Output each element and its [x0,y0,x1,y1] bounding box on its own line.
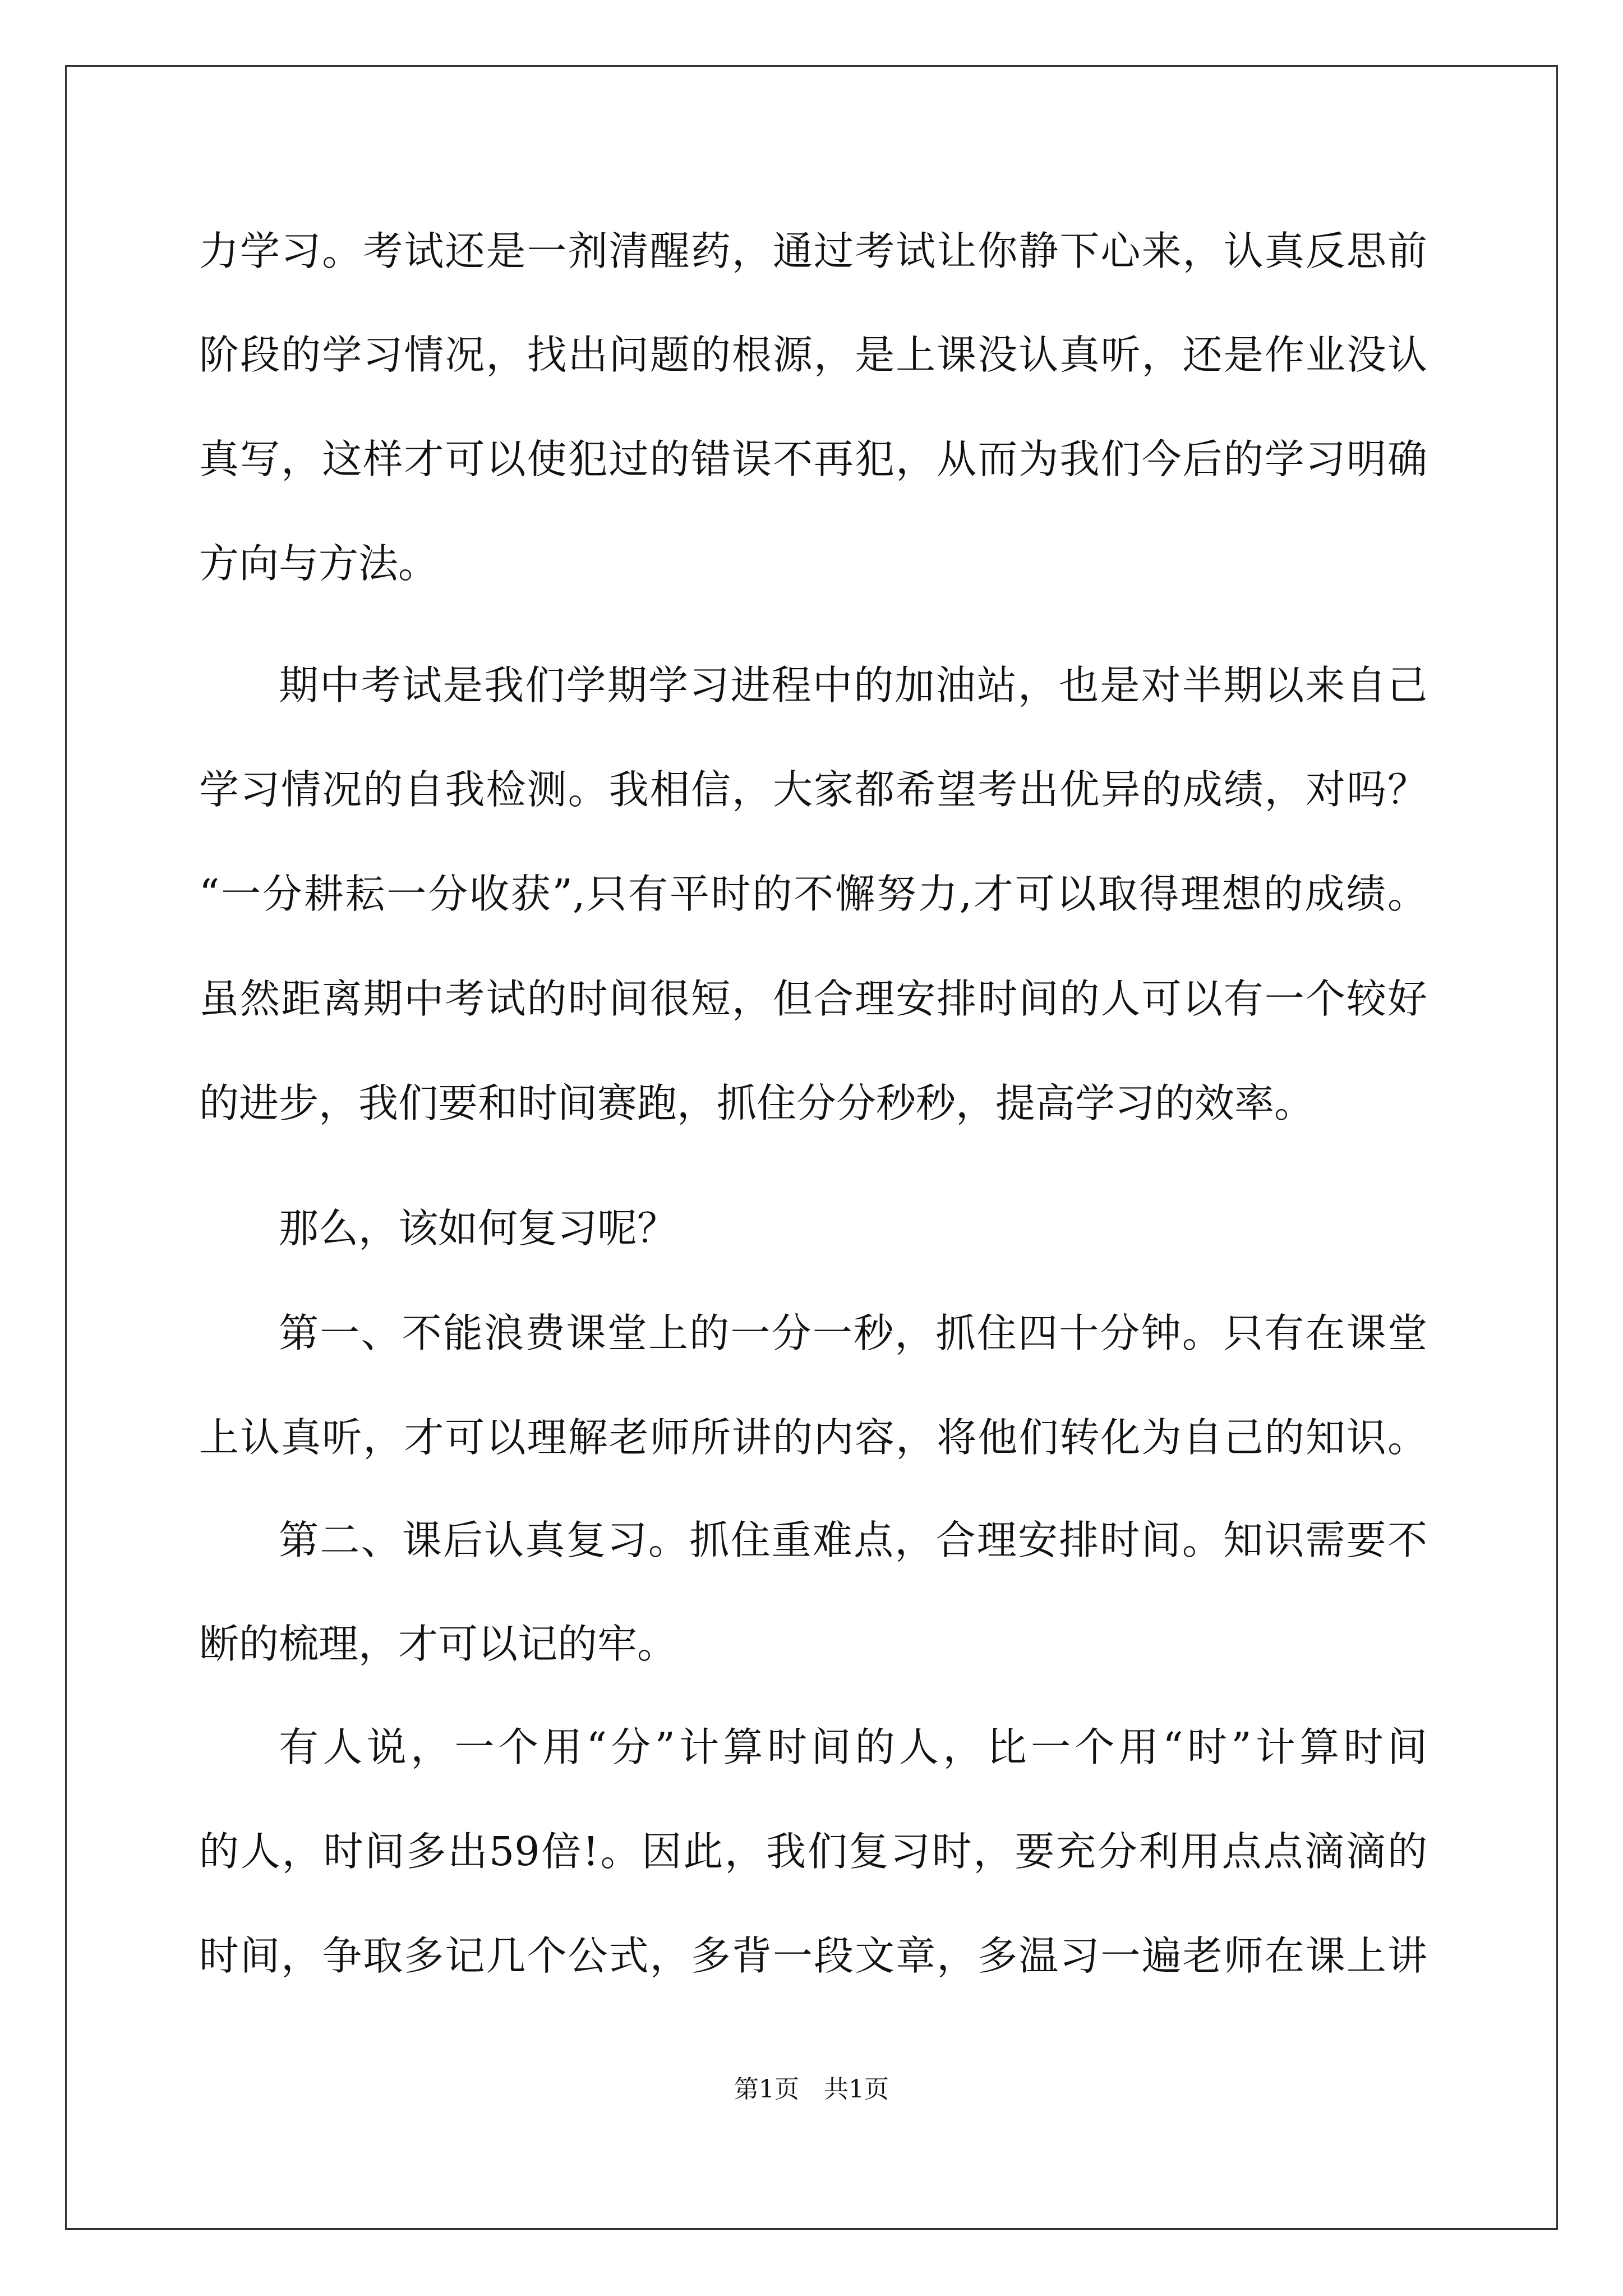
body-line-5: 期中考试是我们学期学习进程中的加油站，也是对半期以来自己 [279,662,1427,708]
body-line-7: “一分耕耘一分收获”,只有平时的不懈努力,才可以取得理想的成绩。 [199,871,1427,917]
body-line-15: 有人说，一个用“分”计算时间的人，比一个用“时”计算时间 [279,1724,1427,1770]
body-line-9: 的进步，我们要和时间赛跑，抓住分分秒秒，提高学习的效率。 [199,1080,1315,1126]
body-line-2: 阶段的学习情况，找出问题的根源，是上课没认真听，还是作业没认 [199,332,1427,378]
body-line-6: 学习情况的自我检测。我相信，大家都希望考出优异的成绩，对吗？ [199,766,1427,813]
body-line-10: 那么，该如何复习呢？ [279,1205,677,1251]
body-line-1: 力学习。考试还是一剂清醒药，通过考试让你静下心来，认真反思前 [199,228,1427,274]
page-footer: 第1页 共1页 [734,2075,889,2104]
body-line-17: 时间，争取多记几个公式，多背一段文章，多温习一遍老师在课上讲 [199,1932,1427,1979]
body-line-11: 第一、不能浪费课堂上的一分一秒，抓住四十分钟。只有在课堂 [279,1310,1427,1356]
body-line-16: 的人，时间多出59倍!。因此，我们复习时，要充分利用点点滴滴的 [199,1828,1427,1875]
body-line-13: 第二、课后认真复习。抓住重难点，合理安排时间。知识需要不 [279,1517,1427,1563]
body-line-12: 上认真听，才可以理解老师所讲的内容，将他们转化为自己的知识。 [199,1414,1427,1461]
body-line-4: 方向与方法。 [199,540,439,587]
body-line-3: 真写，这样才可以使犯过的错误不再犯，从而为我们今后的学习明确 [199,436,1427,482]
body-line-8: 虽然距离期中考试的时间很短，但合理安排时间的人可以有一个较好 [199,976,1427,1022]
body-line-14: 断的梳理，才可以记的牢。 [199,1621,677,1667]
